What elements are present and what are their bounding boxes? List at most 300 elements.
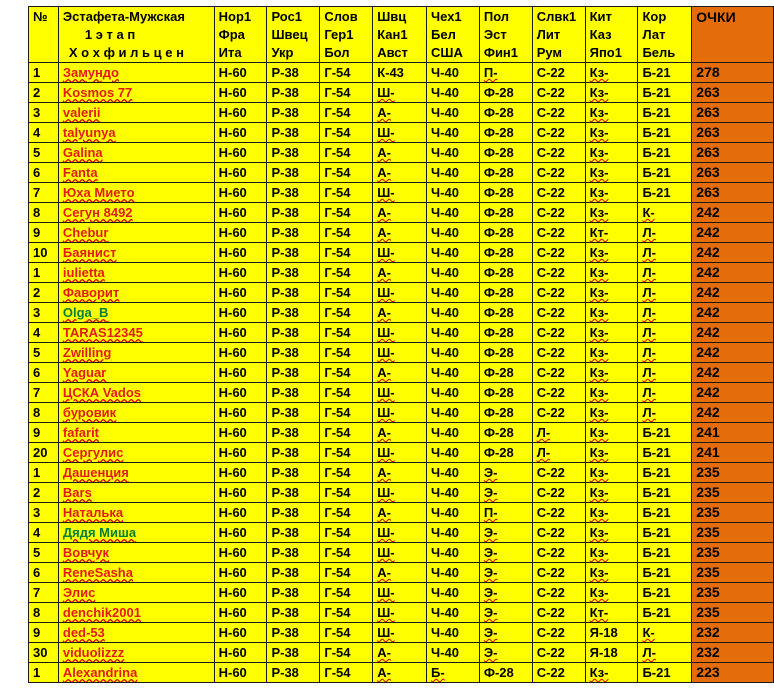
pick-value: А-	[377, 645, 391, 660]
participant-nick-link[interactable]: Zwilling	[62, 345, 112, 360]
row-number: 8	[29, 403, 59, 423]
participant-nick-link[interactable]: буровик	[62, 405, 117, 420]
pick-value: Ш-	[377, 385, 395, 400]
table-row	[29, 123, 774, 143]
pick-cell	[214, 183, 267, 203]
row-nick-cell	[58, 563, 214, 583]
header-event-3-l3: Бол	[324, 45, 350, 60]
row-nick-cell	[58, 423, 214, 443]
pick-cell	[267, 543, 320, 563]
pick-cell	[638, 583, 692, 603]
pick-value: Ч-40	[431, 345, 459, 360]
pick-cell	[479, 283, 532, 303]
header-event-3-l2: Гер1	[324, 27, 354, 42]
pick-value: Ч-40	[431, 645, 459, 660]
pick-cell	[532, 83, 585, 103]
header-event-8-l3: Япо1	[589, 45, 622, 60]
pick-cell	[532, 263, 585, 283]
pick-value: Г-54	[324, 145, 351, 160]
row-number: 1	[29, 463, 59, 483]
pick-cell	[479, 543, 532, 563]
pick-cell	[585, 523, 638, 543]
header-event-2-l2: Швец	[271, 27, 308, 42]
pick-cell	[427, 303, 480, 323]
table-row	[29, 103, 774, 123]
pick-cell	[532, 403, 585, 423]
pick-cell	[638, 423, 692, 443]
pick-cell	[427, 223, 480, 243]
participant-nick-link[interactable]: ReneSasha	[62, 565, 133, 580]
pick-value: Г-54	[324, 665, 351, 680]
row-number: 4	[29, 123, 59, 143]
pick-value: С-22	[536, 185, 565, 200]
pick-cell	[638, 83, 692, 103]
pick-value: Ч-40	[431, 165, 459, 180]
row-number: 4	[29, 523, 59, 543]
pick-value: Ф-28	[483, 205, 514, 220]
row-nick-cell	[58, 503, 214, 523]
pick-value: Ф-28	[483, 225, 514, 240]
row-score: 242	[692, 323, 774, 343]
row-nick-cell	[58, 103, 214, 123]
row-nick-cell	[58, 163, 214, 183]
participant-nick-link[interactable]: denchik2001	[62, 605, 141, 620]
pick-cell	[267, 483, 320, 503]
pick-value: Ф-28	[483, 265, 514, 280]
pick-cell	[427, 463, 480, 483]
pick-cell	[320, 543, 373, 563]
pick-cell	[214, 63, 267, 83]
participant-nick-link[interactable]: Yaguar	[62, 365, 107, 380]
pick-value: Ф-28	[483, 245, 514, 260]
pick-cell	[427, 383, 480, 403]
pick-cell	[638, 203, 692, 223]
pick-value: Кз-	[589, 445, 609, 460]
participant-nick-link[interactable]: Фаворит	[62, 285, 120, 300]
pick-cell	[267, 443, 320, 463]
pick-value: Р-38	[271, 65, 299, 80]
participant-nick-link[interactable]: Сергулис	[62, 445, 124, 460]
participant-nick-link[interactable]: TARAS12345	[62, 325, 143, 340]
pick-value: Г-54	[324, 425, 351, 440]
pick-cell	[585, 243, 638, 263]
pick-cell	[214, 263, 267, 283]
pick-cell	[479, 263, 532, 283]
pick-value: Ш-	[377, 285, 395, 300]
table-row	[29, 223, 774, 243]
pick-cell	[532, 523, 585, 543]
pick-value: Б-21	[642, 165, 671, 180]
row-nick-cell	[58, 623, 214, 643]
participant-nick-link[interactable]: Fanta	[62, 165, 98, 180]
row-score: 235	[692, 463, 774, 483]
pick-cell	[267, 123, 320, 143]
pick-cell	[320, 243, 373, 263]
header-score-label: ОЧКИ	[696, 9, 736, 25]
header-event-5	[427, 7, 480, 63]
pick-cell	[267, 503, 320, 523]
pick-value: Г-54	[324, 105, 351, 120]
pick-cell	[373, 183, 427, 203]
pick-value: Г-54	[324, 65, 351, 80]
pick-cell	[638, 283, 692, 303]
pick-cell	[585, 583, 638, 603]
pick-value: Кз-	[589, 325, 609, 340]
participant-nick-link[interactable]: viduolizzz	[62, 645, 125, 660]
participant-nick-link[interactable]: Сегун 8492	[62, 205, 133, 220]
pick-cell	[532, 483, 585, 503]
pick-cell	[585, 263, 638, 283]
participant-nick-link[interactable]: Alexandrina	[62, 665, 138, 680]
participant-nick-link[interactable]: fafarit	[62, 425, 100, 440]
pick-cell	[373, 63, 427, 83]
pick-cell	[585, 623, 638, 643]
pick-cell	[585, 283, 638, 303]
pick-cell	[585, 63, 638, 83]
pick-value: Г-54	[324, 305, 351, 320]
pick-cell	[427, 623, 480, 643]
header-num	[29, 7, 59, 63]
pick-value: Э-	[483, 485, 498, 500]
pick-cell	[479, 583, 532, 603]
participant-nick-link[interactable]: Элис	[62, 585, 96, 600]
participant-nick-link[interactable]: Вовчук	[62, 545, 109, 560]
pick-value: С-22	[536, 245, 565, 260]
table-row	[29, 303, 774, 323]
pick-value: Р-38	[271, 345, 299, 360]
pick-value: Р-38	[271, 405, 299, 420]
participant-nick-link[interactable]: Дашенция	[62, 465, 129, 480]
pick-cell	[267, 403, 320, 423]
row-score: 241	[692, 423, 774, 443]
pick-value: С-22	[536, 325, 565, 340]
pick-value: С-22	[536, 265, 565, 280]
pick-value: Г-54	[324, 505, 351, 520]
pick-value: Ч-40	[431, 305, 459, 320]
header-event-8-l1: Кит	[589, 9, 612, 24]
participant-nick-link[interactable]: iulietta	[62, 265, 105, 280]
pick-value: Р-38	[271, 225, 299, 240]
pick-value: С-22	[536, 505, 565, 520]
pick-cell	[214, 423, 267, 443]
pick-cell	[427, 543, 480, 563]
header-event-2-l1: Рос1	[271, 9, 303, 24]
table-row	[29, 523, 774, 543]
pick-cell	[373, 663, 427, 683]
pick-value: Н-60	[218, 465, 247, 480]
pick-cell	[427, 183, 480, 203]
row-number: 2	[29, 283, 59, 303]
pick-cell	[427, 583, 480, 603]
pick-value: Г-54	[324, 525, 351, 540]
pick-value: Н-60	[218, 585, 247, 600]
participant-nick-link[interactable]: talyunya	[62, 125, 116, 140]
pick-value: Кз-	[589, 145, 609, 160]
pick-value: С-22	[536, 285, 565, 300]
pick-cell	[532, 103, 585, 123]
pick-cell	[214, 103, 267, 123]
pick-value: А-	[377, 305, 391, 320]
participant-nick-link[interactable]: Дядя Миша	[62, 525, 137, 540]
pick-cell	[427, 323, 480, 343]
header-event-6-l3: Фин1	[483, 45, 519, 60]
pick-value: Кз-	[589, 345, 609, 360]
pick-value: С-22	[536, 625, 565, 640]
row-score: 263	[692, 103, 774, 123]
participant-nick-link[interactable]: ded-53	[62, 625, 105, 640]
participant-nick-link[interactable]: Olga_B	[62, 305, 109, 320]
pick-cell	[373, 523, 427, 543]
row-nick-cell	[58, 403, 214, 423]
pick-value: Ч-40	[431, 505, 459, 520]
pick-cell	[214, 563, 267, 583]
pick-cell	[373, 203, 427, 223]
pick-cell	[373, 383, 427, 403]
pick-value: Н-60	[218, 125, 247, 140]
pick-value: Л-	[642, 245, 656, 260]
row-nick-cell	[58, 443, 214, 463]
header-event-5-l3: США	[431, 45, 463, 60]
pick-cell	[267, 563, 320, 583]
pick-cell	[320, 263, 373, 283]
pick-value: Э-	[483, 465, 498, 480]
pick-value: Г-54	[324, 205, 351, 220]
pick-cell	[267, 283, 320, 303]
pick-value: Б-21	[642, 125, 671, 140]
pick-cell	[585, 163, 638, 183]
pick-value: Г-54	[324, 405, 351, 420]
pick-value: Р-38	[271, 485, 299, 500]
participant-nick-link[interactable]: Замундо	[62, 65, 119, 80]
pick-value: Н-60	[218, 185, 247, 200]
row-number: 7	[29, 183, 59, 203]
pick-value: Б-21	[642, 65, 671, 80]
pick-cell	[532, 643, 585, 663]
header-event-3-l1: Слов	[324, 9, 358, 24]
table-row	[29, 583, 774, 603]
pick-value: А-	[377, 225, 391, 240]
participant-nick-link[interactable]: Наталька	[62, 505, 124, 520]
pick-cell	[373, 263, 427, 283]
pick-value: Ф-28	[483, 445, 514, 460]
pick-value: Б-21	[642, 665, 671, 680]
pick-cell	[638, 463, 692, 483]
pick-value: С-22	[536, 485, 565, 500]
pick-cell	[373, 163, 427, 183]
row-number: 9	[29, 423, 59, 443]
pick-value: Р-38	[271, 425, 299, 440]
table-row	[29, 663, 774, 683]
pick-value: Кз-	[589, 425, 609, 440]
pick-value: Л-	[642, 405, 656, 420]
pick-value: Ф-28	[483, 85, 514, 100]
row-number: 3	[29, 503, 59, 523]
pick-value: Кт-	[589, 225, 609, 240]
pick-cell	[214, 643, 267, 663]
pick-cell	[320, 423, 373, 443]
pick-cell	[320, 663, 373, 683]
pick-cell	[373, 223, 427, 243]
pick-value: Р-38	[271, 365, 299, 380]
pick-value: А-	[377, 505, 391, 520]
pick-cell	[479, 623, 532, 643]
pick-cell	[267, 143, 320, 163]
participant-nick-link[interactable]: Kosmos 77	[62, 85, 133, 100]
pick-cell	[479, 403, 532, 423]
pick-cell	[267, 183, 320, 203]
pick-value: Г-54	[324, 545, 351, 560]
header-event-1-l2: Фра	[218, 27, 245, 42]
pick-value: Н-60	[218, 645, 247, 660]
participant-nick-link[interactable]: Баянист	[62, 245, 117, 260]
row-score: 235	[692, 523, 774, 543]
pick-value: Кз-	[589, 305, 609, 320]
header-num-label: №	[33, 9, 48, 24]
participant-nick-link[interactable]: valerii	[62, 105, 101, 120]
participant-nick-link[interactable]: Galina	[62, 145, 103, 160]
table-row	[29, 143, 774, 163]
pick-value: Н-60	[218, 65, 247, 80]
pick-value: Л-	[642, 325, 656, 340]
pick-cell	[532, 223, 585, 243]
row-nick-cell	[58, 323, 214, 343]
row-score: 241	[692, 443, 774, 463]
pick-cell	[532, 363, 585, 383]
pick-cell	[214, 303, 267, 323]
row-nick-cell	[58, 303, 214, 323]
row-score: 263	[692, 183, 774, 203]
pick-value: Р-38	[271, 85, 299, 100]
pick-cell	[320, 203, 373, 223]
pick-value: Р-38	[271, 305, 299, 320]
pick-value: Г-54	[324, 165, 351, 180]
pick-cell	[320, 583, 373, 603]
pick-cell	[267, 163, 320, 183]
pick-value: А-	[377, 265, 391, 280]
pick-cell	[267, 663, 320, 683]
pick-value: Ч-40	[431, 585, 459, 600]
pick-value: Р-38	[271, 665, 299, 680]
header-row	[29, 7, 774, 63]
pick-value: Л-	[642, 285, 656, 300]
pick-value: Ф-28	[483, 105, 514, 120]
pick-cell	[214, 623, 267, 643]
pick-value: Г-54	[324, 345, 351, 360]
pick-value: Г-54	[324, 485, 351, 500]
table-body	[29, 63, 774, 683]
pick-value: Б-21	[642, 85, 671, 100]
row-score: 235	[692, 563, 774, 583]
pick-value: Ш-	[377, 625, 395, 640]
participant-nick-link[interactable]: Юха Миетo	[62, 185, 135, 200]
pick-value: С-22	[536, 345, 565, 360]
pick-value: Я-18	[589, 625, 618, 640]
pick-cell	[214, 463, 267, 483]
row-score: 263	[692, 143, 774, 163]
pick-value: Н-60	[218, 445, 247, 460]
row-score: 242	[692, 403, 774, 423]
row-score: 242	[692, 243, 774, 263]
pick-cell	[320, 443, 373, 463]
pick-value: Ч-40	[431, 385, 459, 400]
row-number: 7	[29, 383, 59, 403]
table-row	[29, 423, 774, 443]
pick-cell	[479, 123, 532, 143]
pick-value: Л-	[642, 265, 656, 280]
pick-value: С-22	[536, 405, 565, 420]
pick-cell	[320, 383, 373, 403]
table-row	[29, 263, 774, 283]
participant-nick-link[interactable]: ЦСКА Vados	[62, 385, 142, 400]
pick-value: С-22	[536, 585, 565, 600]
pick-value: А-	[377, 165, 391, 180]
pick-cell	[427, 343, 480, 363]
pick-value: Г-54	[324, 645, 351, 660]
header-event-7-l1: Слвк1	[536, 9, 577, 24]
header-event-6-l1: Пол	[483, 9, 510, 24]
header-relay-title: Эстафета-Мужская	[62, 9, 185, 24]
row-nick-cell	[58, 523, 214, 543]
pick-value: Г-54	[324, 245, 351, 260]
pick-cell	[267, 623, 320, 643]
pick-cell	[532, 63, 585, 83]
header-event-7-l3: Рум	[536, 45, 563, 60]
row-number: 1	[29, 663, 59, 683]
pick-value: Ч-40	[431, 205, 459, 220]
pick-cell	[479, 343, 532, 363]
header-event-2-l3: Укр	[271, 45, 294, 60]
pick-cell	[532, 603, 585, 623]
pick-cell	[320, 563, 373, 583]
participant-nick-link[interactable]: Chebur	[62, 225, 109, 240]
pick-cell	[585, 503, 638, 523]
pick-cell	[373, 503, 427, 523]
pick-value: Б-21	[642, 145, 671, 160]
pick-cell	[267, 343, 320, 363]
pick-cell	[320, 343, 373, 363]
pick-value: Ч-40	[431, 525, 459, 540]
row-number: 10	[29, 243, 59, 263]
row-number: 1	[29, 63, 59, 83]
pick-cell	[479, 563, 532, 583]
pick-cell	[267, 523, 320, 543]
pick-cell	[427, 363, 480, 383]
pick-value: Ш-	[377, 345, 395, 360]
header-event-8-l2: Каз	[589, 27, 612, 42]
pick-cell	[320, 463, 373, 483]
pick-cell	[585, 443, 638, 463]
pick-cell	[320, 483, 373, 503]
pick-cell	[638, 363, 692, 383]
pick-cell	[373, 83, 427, 103]
pick-cell	[214, 663, 267, 683]
pick-cell	[427, 143, 480, 163]
header-event-4-l2: Кан1	[377, 27, 408, 42]
pick-value: Л-	[536, 445, 551, 460]
pick-cell	[638, 63, 692, 83]
participant-nick-link[interactable]: Bars	[62, 485, 92, 500]
pick-cell	[427, 503, 480, 523]
row-score: 232	[692, 643, 774, 663]
row-number: 5	[29, 343, 59, 363]
pick-cell	[532, 663, 585, 683]
pick-value: Кз-	[589, 525, 609, 540]
pick-value: Кз-	[589, 265, 609, 280]
pick-cell	[585, 123, 638, 143]
pick-cell	[373, 123, 427, 143]
pick-value: Н-60	[218, 525, 247, 540]
table-row	[29, 63, 774, 83]
